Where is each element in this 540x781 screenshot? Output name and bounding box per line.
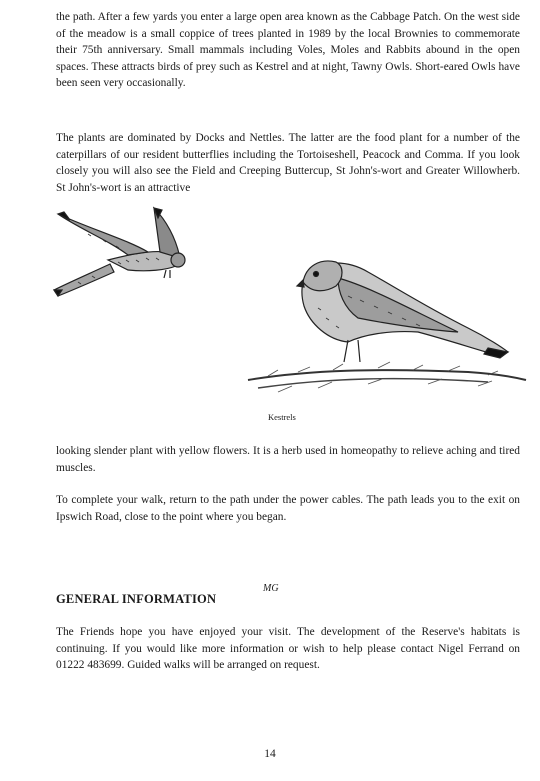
page-number: 14 bbox=[264, 748, 276, 760]
kestrels-drawing bbox=[48, 200, 528, 410]
flying-kestrel-icon bbox=[54, 208, 185, 296]
figure-caption: Kestrels bbox=[268, 412, 296, 422]
artist-signature: MG bbox=[263, 583, 279, 594]
section-heading: GENERAL INFORMATION bbox=[56, 592, 217, 606]
paragraph-cabbage-patch: the path. After a few yards you enter a large open area known as the Cabbage Patch. On the west side of the meadow is a small coppice of trees planted in 1989 by the local Brownies to commemorate their 75th anniversary. Small mammals including Voles, Moles and Rabbits abound in the open spaces. These attracts birds of prey such as Kestrel and at night, Tawny Owls. Short-eared Owls have been seen very occasionally. bbox=[56, 11, 520, 90]
paragraph-complete-walk: To complete your walk, return to the path under the power cables. The path leads you to the exit on Ipswich Road, close to the point where you began. bbox=[56, 494, 520, 523]
perched-kestrel-icon bbox=[248, 261, 526, 392]
paragraph-general-information: The Friends hope you have enjoyed your visit. The development of the Reserve's habitats is continuing. If you would like more information or wish to help please contact Nigel Ferrand on 01222 483699. Guided walks will be arranged on request. bbox=[56, 626, 520, 672]
paragraph-plants: The plants are dominated by Docks and Nettles. The latter are the food plant for a number of the caterpillars of our resident butterflies including the Tortoiseshell, Peacock and Comma. If you look closely you will also see the Field and Creeping Buttercup, St John's-wort and Greater Willowherb. St John's-wort is an attractive bbox=[56, 132, 520, 194]
paragraph-st-johns-wort: looking slender plant with yellow flowers. It is a herb used in homeopathy to relieve aching and tired muscles. bbox=[56, 445, 520, 474]
